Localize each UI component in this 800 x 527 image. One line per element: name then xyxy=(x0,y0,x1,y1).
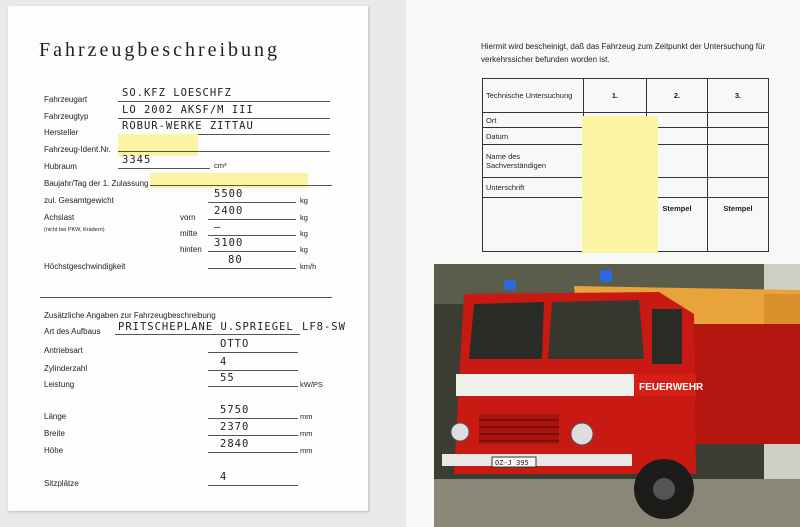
value-hersteller: ROBUR-WERKE ZITTAU xyxy=(122,120,254,132)
col-2: 2. xyxy=(647,79,708,113)
value-hoechst: 80 xyxy=(228,254,243,266)
certification-text: Hiermit wird bescheinigt, daß das Fahrzeug zum Zeitpunkt der Untersuchung für verkehrssicher befunden worden ist. xyxy=(481,42,766,64)
label-hoechst: Höchstgeschwindigkeit xyxy=(44,262,126,271)
unit-hinten: kg xyxy=(300,245,308,254)
value-hubraum: 3345 xyxy=(122,154,152,166)
underline xyxy=(208,235,296,236)
value-zylinder: 4 xyxy=(220,356,228,368)
underline xyxy=(208,370,298,371)
row-ort: Ort xyxy=(483,113,584,128)
label-hoehe: Höhe xyxy=(44,446,64,455)
underline xyxy=(118,151,330,152)
underline xyxy=(208,485,298,486)
label-laenge: Länge xyxy=(44,412,67,421)
label-fahrzeugtyp: Fahrzeugtyp xyxy=(44,112,89,121)
row-datum: Datum xyxy=(483,128,584,145)
underline xyxy=(208,352,298,353)
col-3: 3. xyxy=(708,79,769,113)
underline xyxy=(208,452,298,453)
unit-leistung: kW/PS xyxy=(300,380,323,389)
fire-truck-photo xyxy=(434,264,800,527)
label-baujahr: Baujahr/Tag der 1. Zulassung xyxy=(44,179,149,188)
label-zylinder: Zylinderzahl xyxy=(44,364,88,373)
label-hersteller: Hersteller xyxy=(44,128,79,137)
unit-hoehe: mm xyxy=(300,446,313,455)
label-achslast: Achslast xyxy=(44,213,75,222)
unit-breite: mm xyxy=(300,429,313,438)
label-leistung: Leistung xyxy=(44,380,75,389)
underline xyxy=(208,219,296,220)
row-sachverstaendiger: Name des Sachverständigen xyxy=(483,145,584,178)
label-gesamtgewicht: zul. Gesamtgewicht xyxy=(44,196,114,205)
underline xyxy=(118,101,330,102)
value-sitze: 4 xyxy=(220,471,228,483)
value-hoehe: 2840 xyxy=(220,438,250,450)
row-unterschrift: Unterschrift xyxy=(483,178,584,198)
underline xyxy=(118,168,210,169)
underline xyxy=(208,268,296,269)
unit-hoechst: km/h xyxy=(300,262,317,271)
stamp-3: Stempel xyxy=(708,198,769,252)
section-divider xyxy=(40,297,332,298)
col-1: 1. xyxy=(584,79,647,113)
label-hubraum: Hubraum xyxy=(44,162,77,171)
value-leistung: 55 xyxy=(220,372,235,384)
label-fahrzeugart: Fahrzeugart xyxy=(44,95,88,104)
fire-truck-illustration xyxy=(434,264,800,527)
underline xyxy=(208,386,298,387)
table-header: Technische Untersuchung xyxy=(483,79,584,113)
label-sitze: Sitzplätze xyxy=(44,479,79,488)
value-mitte: – xyxy=(214,221,222,233)
unit-mitte: kg xyxy=(300,229,308,238)
label-breite: Breite xyxy=(44,429,65,438)
stamp-2: Stempel xyxy=(647,198,708,252)
redacted-inspection xyxy=(582,116,658,253)
value-aufbau-2: LF8-SW xyxy=(302,321,346,333)
label-aufbau: Art des Aufbaus xyxy=(44,327,101,336)
unit-laenge: mm xyxy=(300,412,313,421)
note-achslast: (nicht bei PKW, Krädern) xyxy=(44,227,105,233)
value-gesamtgewicht: 5500 xyxy=(214,188,244,200)
value-fahrzeugart: SO.KFZ LOESCHFZ xyxy=(122,87,232,99)
label-hinten: hinten xyxy=(180,245,202,254)
underline xyxy=(208,435,298,436)
extra-heading: Zusätzliche Angaben zur Fahrzeugbeschreibung xyxy=(44,311,216,320)
value-antrieb: OTTO xyxy=(220,338,250,350)
underline xyxy=(208,251,296,252)
label-ident: Fahrzeug-Ident.Nr. xyxy=(44,145,111,154)
unit-hubraum: cm³ xyxy=(214,161,227,170)
label-mitte: mitte xyxy=(180,229,198,238)
underline xyxy=(118,118,330,119)
label-vorn: vorn xyxy=(180,213,196,222)
value-laenge: 5750 xyxy=(220,404,250,416)
underline xyxy=(150,185,332,186)
unit-vorn: kg xyxy=(300,213,308,222)
redacted-ident xyxy=(118,134,198,156)
value-vorn: 2400 xyxy=(214,205,244,217)
unit-gesamtgewicht: kg xyxy=(300,196,308,205)
value-hinten: 3100 xyxy=(214,237,244,249)
value-breite: 2370 xyxy=(220,421,250,433)
underline xyxy=(208,202,296,203)
value-fahrzeugtyp: LO 2002 AKSF/M III xyxy=(122,104,254,116)
blue-light-icon xyxy=(504,280,516,290)
label-antrieb: Antriebsart xyxy=(44,346,83,355)
value-aufbau: PRITSCHEPLANE U.SPRIEGEL xyxy=(118,321,294,333)
blue-light-icon xyxy=(600,270,612,282)
page-title: Fahrzeugbeschreibung xyxy=(39,39,281,61)
license-plate: OZ-J 395 xyxy=(495,459,529,467)
underline xyxy=(115,334,300,335)
banner-text: FEUERWEHR xyxy=(639,382,704,393)
underline xyxy=(208,418,298,419)
